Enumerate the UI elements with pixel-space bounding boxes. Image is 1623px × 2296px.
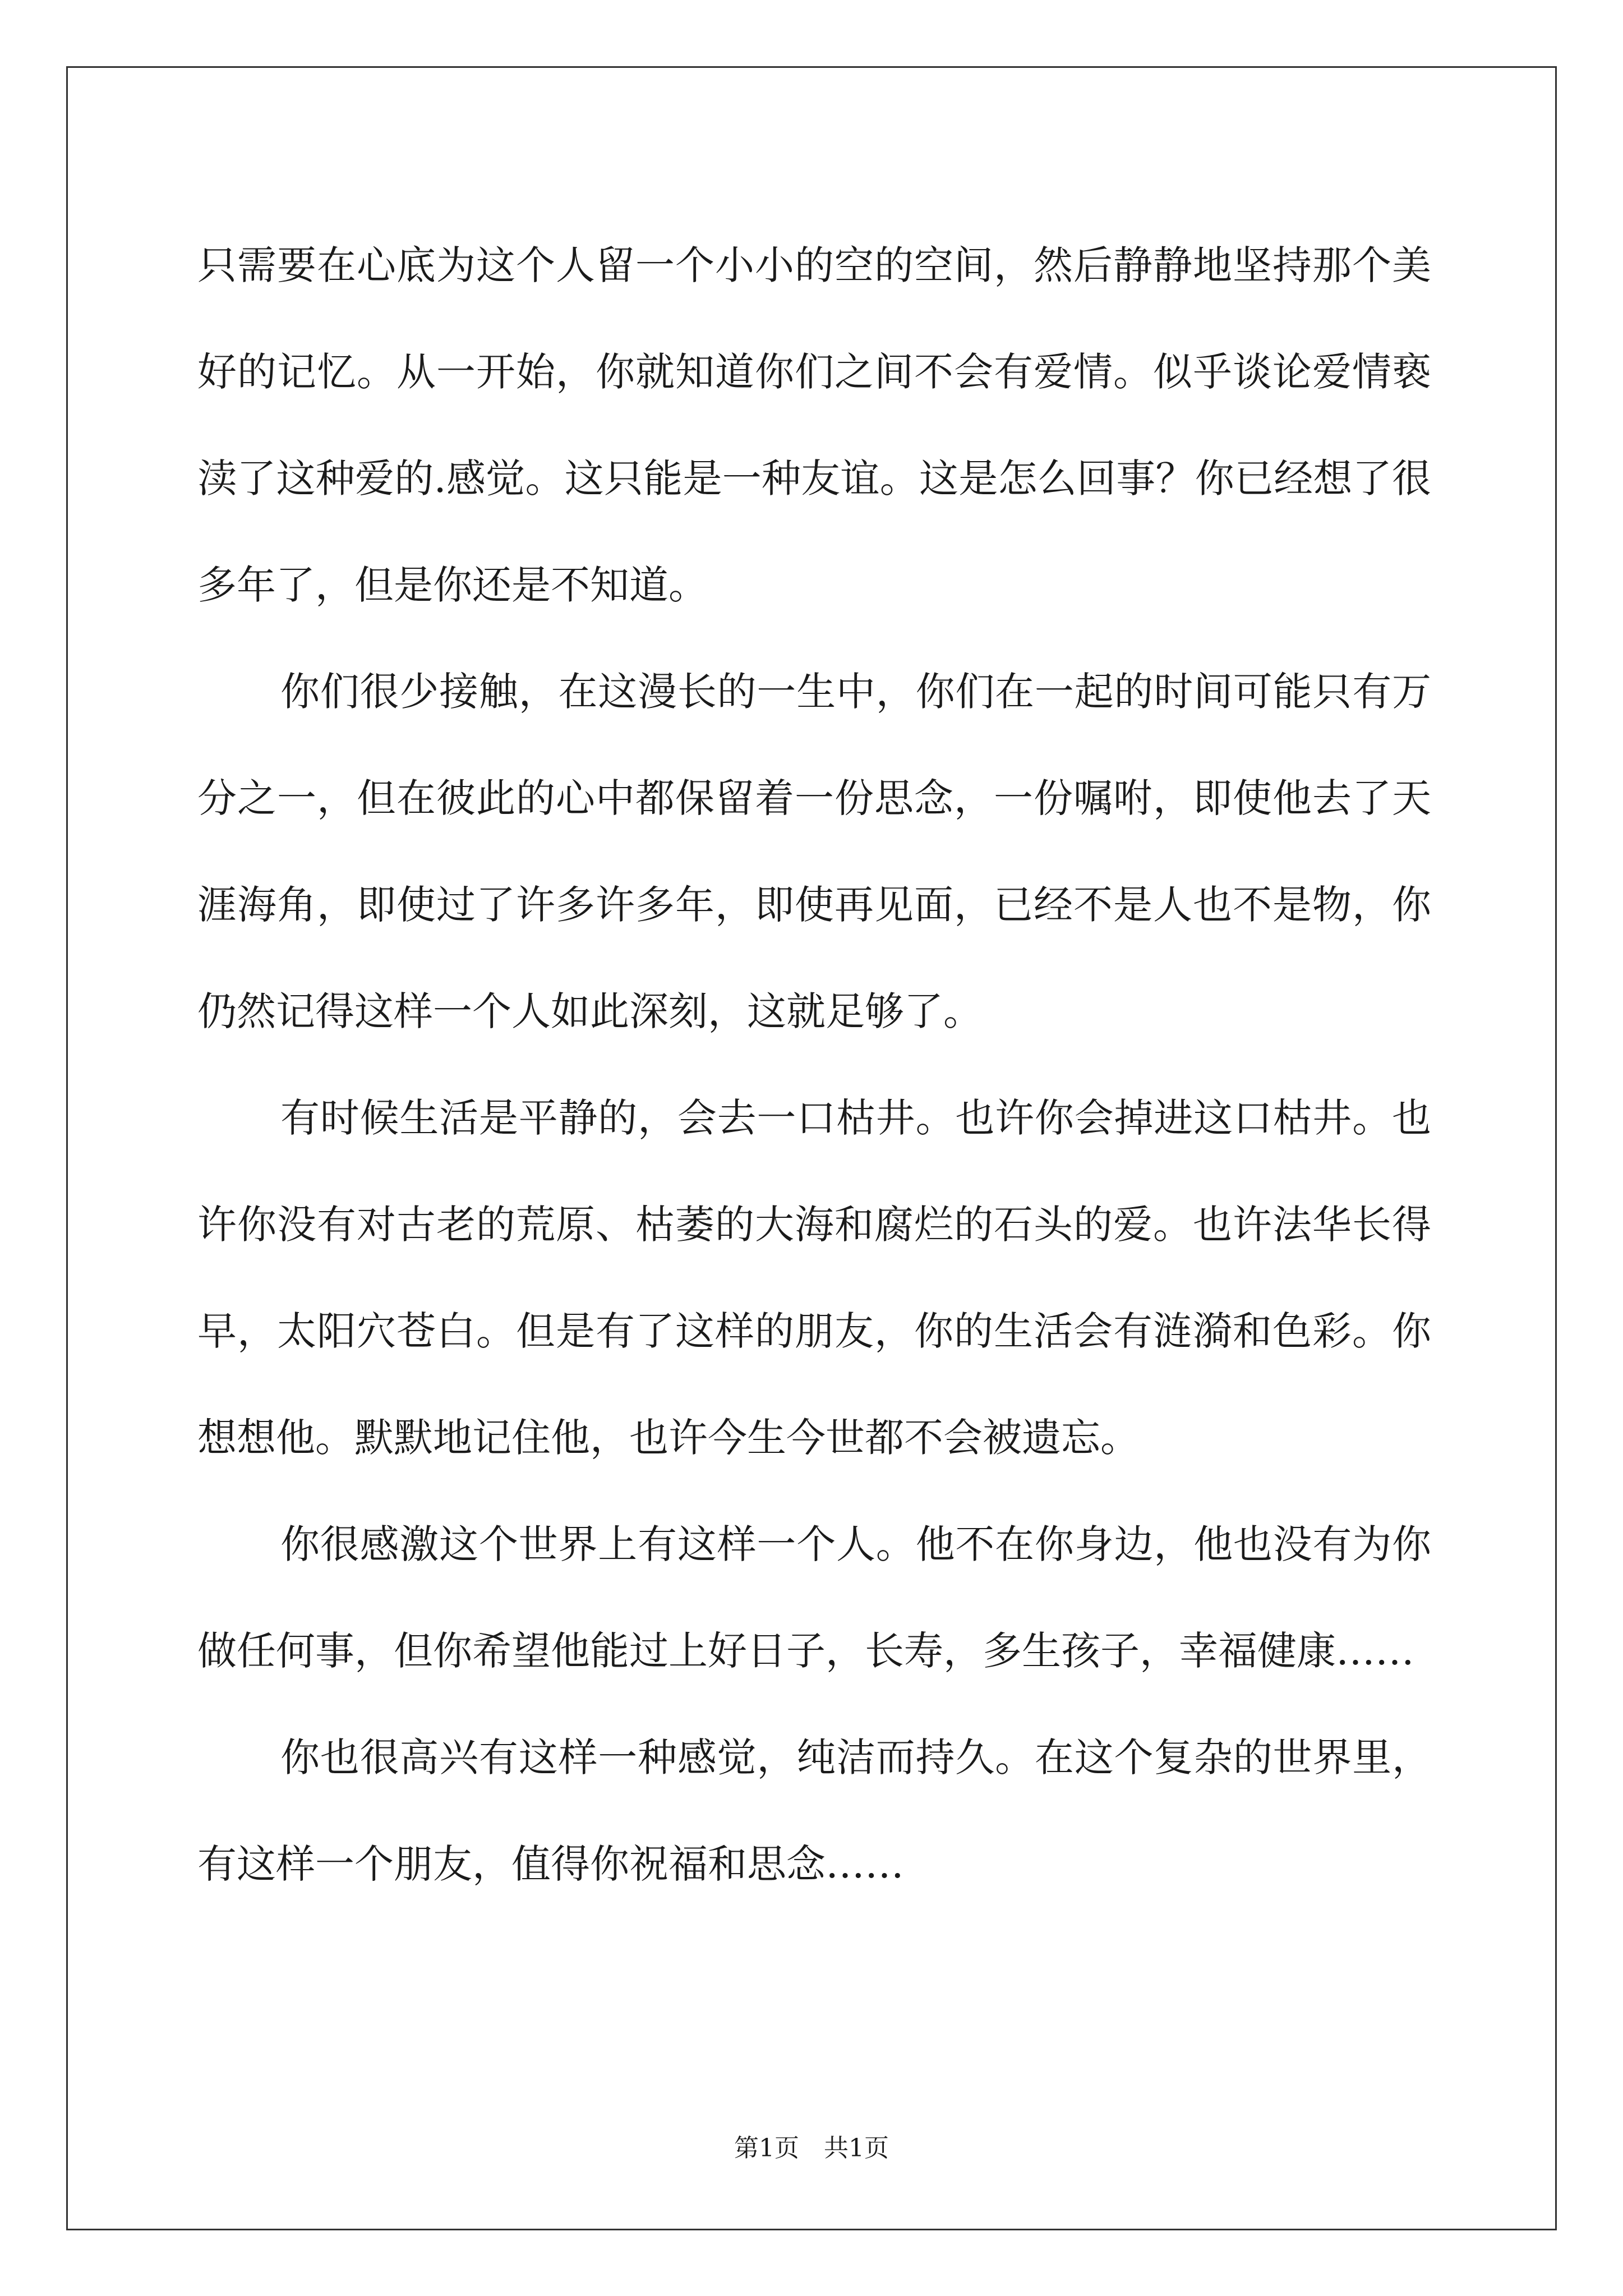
paragraph-2: 你们很少接触，在这漫长的一生中，你们在一起的时间可能只有万分之一，但在彼此的心中都保留着一份思念，一份嘱咐，即使他去了天涯海角，即使过了许多许多年，即使再见面，已经不是人也不是物，你仍然记得这样一个人如此深刻，这就足够了。 — [197, 669, 1431, 1034]
paragraph-4: 你很感激这个世界上有这样一个人。他不在你身边，他也没有为你做任何事，但你希望他能过上好日子，长寿，多生孩子，幸福健康…… — [197, 1521, 1431, 1674]
document-body — [197, 212, 1431, 1917]
page-number-footer: 第1页 共1页 — [734, 2134, 889, 2162]
paragraph-5: 你也很高兴有这样一种感觉，纯洁而持久。在这个复杂的世界里，有这样一个朋友，值得你祝福和思念…… — [197, 1734, 1431, 1887]
paragraph-1: 只需要在心底为这个人留一个小小的空的空间，然后静静地坚持那个美好的记忆。从一开始，你就知道你们之间不会有爱情。似乎谈论爱情亵渎了这种爱的.感觉。这只能是一种友谊。这是怎么回事？你已经想了很多年了，但是你还是不知道。 — [197, 242, 1431, 608]
paragraph-3: 有时候生活是平静的，会去一口枯井。也许你会掉进这口枯井。也许你没有对古老的荒原、枯萎的大海和腐烂的石头的爱。也许法华长得早，太阳穴苍白。但是有了这样的朋友，你的生活会有涟漪和色彩。你想想他。默默地记住他，也许今生今世都不会被遗忘。 — [197, 1095, 1431, 1461]
